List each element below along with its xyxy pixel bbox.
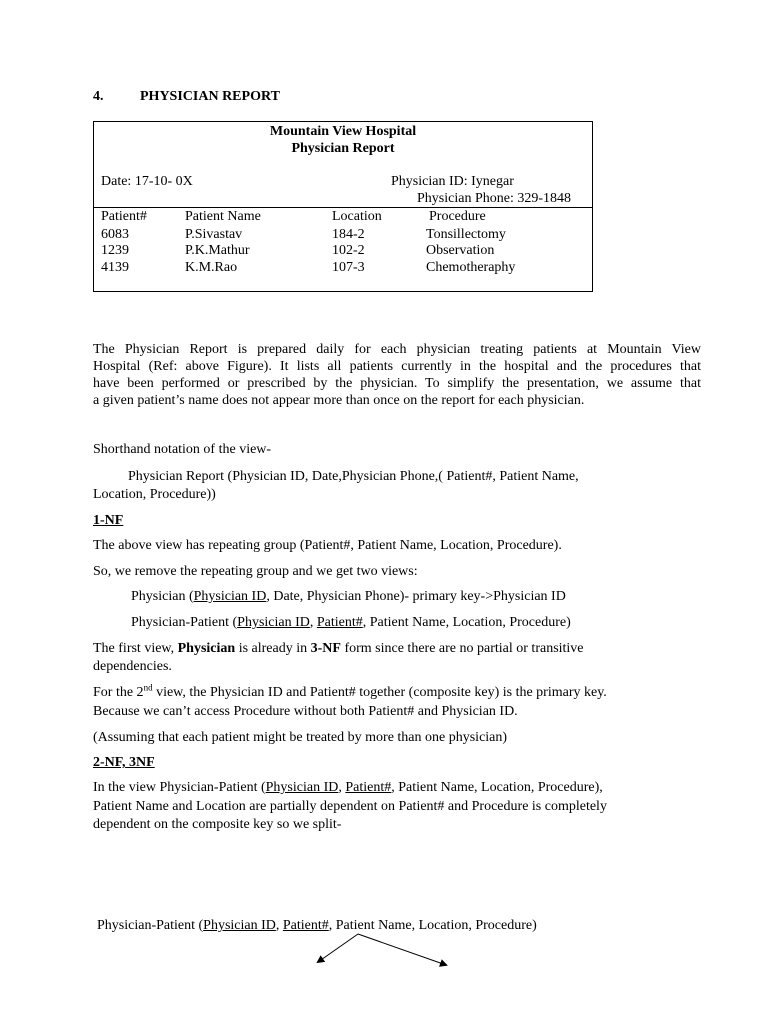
nf1-text-5: (Assuming that each patient might be treated by more than one physician) <box>93 730 508 745</box>
nf1-view-physician: Physician (Physician ID, Date, Physician Phone)- primary key->Physician ID <box>131 589 566 604</box>
nf1-view-physician-patient: Physician-Patient (Physician ID, Patient#, Patient Name, Location, Procedure) <box>131 615 571 630</box>
table-cell: 1239 <box>101 243 129 258</box>
table-cell: P.Sivastav <box>185 227 243 242</box>
nf1-text-4b: Because we can’t access Procedure without both Patient# and Physician ID. <box>93 704 518 719</box>
split-relation: Physician-Patient (Physician ID, Patient#, Patient Name, Location, Procedure) <box>97 918 537 933</box>
shorthand-line-1: Physician Report (Physician ID, Date,Physician Phone,( Patient#, Patient Name, <box>128 469 579 484</box>
physician-report-box <box>93 121 593 292</box>
nf23-heading: 2-NF, 3NF <box>93 755 155 770</box>
arrow-left <box>318 934 358 962</box>
nf1-text-3: The first view, Physician is already in 3-NF form since there are no partial or transitive <box>93 641 584 656</box>
table-cell: Tonsillectomy <box>426 227 506 242</box>
physician-id: Physician ID: Iynegar <box>391 174 514 189</box>
report-title: Physician Report <box>291 141 395 156</box>
section-number: 4. <box>93 89 104 104</box>
column-header-location: Location <box>332 209 382 224</box>
nf1-heading: 1-NF <box>93 513 124 528</box>
report-date: Date: 17-10- 0X <box>101 174 193 189</box>
arrow-right <box>358 934 446 965</box>
table-cell: K.M.Rao <box>185 260 238 275</box>
table-cell: Observation <box>426 243 495 258</box>
nf23-line-1: In the view Physician-Patient (Physician ID, Patient#, Patient Name, Location, Procedure), <box>93 780 603 795</box>
column-header-patient-no: Patient# <box>101 209 147 224</box>
nf1-text-1: The above view has repeating group (Patient#, Patient Name, Location, Procedure). <box>93 538 562 553</box>
shorthand-label: Shorthand notation of the view- <box>93 442 272 457</box>
intro-line: Hospital (Ref: above Figure). It lists all patients currently in the hospital and the procedures that <box>93 359 701 374</box>
shorthand-line-2: Location, Procedure)) <box>93 487 216 502</box>
table-cell: Chemotheraphy <box>426 260 516 275</box>
nf1-text-2: So, we remove the repeating group and we get two views: <box>93 564 418 579</box>
column-header-procedure: Procedure <box>429 209 486 224</box>
nf23-line-2: Patient Name and Location are partially dependent on Patient# and Procedure is completely <box>93 799 607 814</box>
intro-paragraph <box>93 341 701 409</box>
intro-line: have been performed or prescribed by the physician. To simplify the presentation, we assume that <box>93 376 701 391</box>
table-cell: 102-2 <box>332 243 365 258</box>
table-cell: 107-3 <box>332 260 365 275</box>
table-cell: P.K.Mathur <box>185 243 250 258</box>
physician-phone: Physician Phone: 329-1848 <box>417 191 571 206</box>
intro-line: The Physician Report is prepared daily for each physician treating patients at Mountain View <box>93 342 701 357</box>
column-header-patient-name: Patient Name <box>185 209 261 224</box>
intro-line: a given patient’s name does not appear more than once on the report for each physician. <box>93 393 585 408</box>
section-title: PHYSICIAN REPORT <box>140 89 280 104</box>
table-cell: 184-2 <box>332 227 365 242</box>
nf23-line-3: dependent on the composite key so we split- <box>93 817 342 832</box>
nf1-text-3b: dependencies. <box>93 659 172 674</box>
split-arrows <box>300 930 470 975</box>
hospital-name: Mountain View Hospital <box>269 124 417 139</box>
nf1-text-4: For the 2nd view, the Physician ID and Patient# together (composite key) is the primary key. <box>93 682 607 700</box>
table-cell: 6083 <box>101 227 129 242</box>
table-cell: 4139 <box>101 260 129 275</box>
